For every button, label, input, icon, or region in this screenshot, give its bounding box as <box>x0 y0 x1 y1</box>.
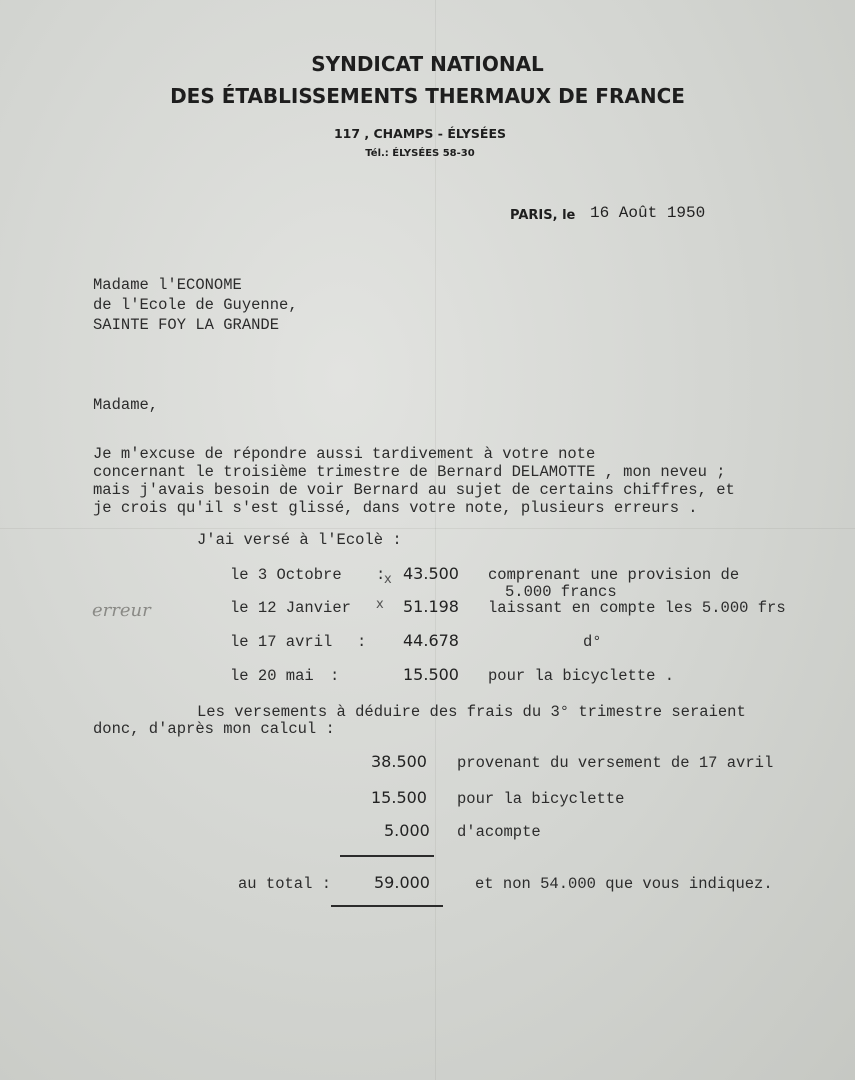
subtotal-rule <box>340 855 434 857</box>
letterhead-line1: SYNDICAT NATIONAL <box>311 52 544 76</box>
payment-1-date: le 3 Octobre <box>230 566 342 584</box>
recipient-line-2: de l'Ecole de Guyenne, <box>93 296 298 314</box>
deduction-1-label: provenant du versement de 17 avril <box>457 754 774 772</box>
payment-1-note: comprenant une provision de <box>488 566 740 584</box>
fold-crease-horizontal <box>0 528 855 529</box>
paragraph1-line-1: Je m'excuse de répondre aussi tardivement à votre note <box>93 445 596 463</box>
total-label: au total : <box>238 875 332 893</box>
recipient-line-3: SAINTE FOY LA GRANDE <box>93 316 280 334</box>
deduction-2-label: pour la bicyclette <box>457 790 625 808</box>
payment-3-amount: 44.678 <box>403 631 459 650</box>
payment-1-note2: 5.000 francs <box>505 583 617 601</box>
deduction-2-amount: 15.500 <box>371 788 427 807</box>
deduction-3-amount: 5.000 <box>384 821 430 840</box>
letterhead-address: 117 , CHAMPS - ÉLYSÉES <box>333 126 507 141</box>
payment-2-amount: 51.198 <box>403 597 459 616</box>
payments-intro: J'ai versé à l'Ecolè : <box>197 531 402 549</box>
payment-1-sep: : <box>376 566 386 584</box>
paragraph1-line-2: concernant le troisième trimestre de Bernard DELAMOTTE , mon neveu ; <box>93 463 726 481</box>
check-mark: x <box>384 572 392 587</box>
payment-3-sep: : <box>357 633 367 651</box>
payment-3-note: d° <box>583 633 602 651</box>
paragraph1-line-4: je crois qu'il s'est glissé, dans votre note, plusieurs erreurs . <box>93 499 698 517</box>
deduction-3-label: d'acompte <box>457 823 541 841</box>
total-amount: 59.000 <box>374 873 430 892</box>
deduct-intro-line-1: Les versements à déduire des frais du 3° trimestre seraient <box>197 703 746 721</box>
margin-note: erreur <box>92 600 151 621</box>
payment-1-amount: 43.500 <box>403 564 459 583</box>
total-rule <box>331 905 443 907</box>
letterhead-phone: Tél.: ÉLYSÉES 58-30 <box>365 148 475 159</box>
dateline-date: 16 Août 1950 <box>590 204 706 222</box>
payment-3-date: le 17 avril <box>230 633 333 651</box>
recipient-line-1: Madame l'ECONOME <box>93 276 242 294</box>
paragraph1-line-3: mais j'avais besoin de voir Bernard au sujet de certains chiffres, et <box>93 481 735 499</box>
payment-2-date: le 12 Janvier <box>230 599 351 617</box>
total-suffix: et non 54.000 que vous indiquez. <box>475 875 773 893</box>
salutation: Madame, <box>93 396 159 414</box>
deduction-1-amount: 38.500 <box>371 752 427 771</box>
dateline-place: PARIS, le <box>510 208 576 223</box>
payment-4-note: pour la bicyclette . <box>488 667 675 685</box>
letterhead-line2: DES ÉTABLISSEMENTS THERMAUX DE FRANCE <box>170 84 685 108</box>
fold-crease-vertical <box>435 0 436 1080</box>
payment-4-amount: 15.500 <box>403 665 459 684</box>
deduct-intro-line-2: donc, d'après mon calcul : <box>93 720 335 738</box>
check-mark: x <box>376 597 384 612</box>
payment-4-date: le 20 mai <box>230 667 314 685</box>
payment-2-note: laissant en compte les 5.000 frs <box>488 599 786 617</box>
payment-4-sep: : <box>330 667 340 685</box>
